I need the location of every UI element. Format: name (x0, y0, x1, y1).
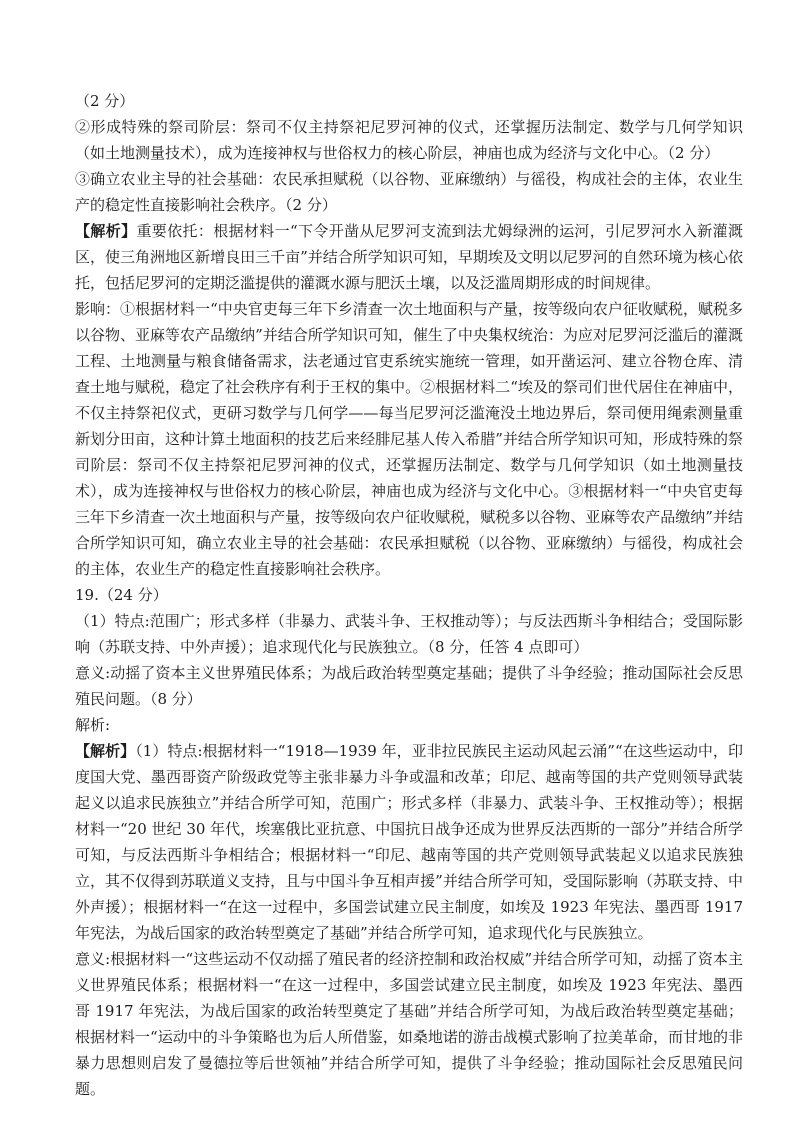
answer-point-3: ③确立农业主导的社会基础：农民承担赋税（以谷物、亚麻缴纳）与徭役，构成社会的主体，农业生产的稳定性直接影响社会秩序。（2 分） (75, 170, 743, 214)
q19-features: （1）特点:范围广；形式多样（非暴力、武装斗争、王权推动等）；与反法西斯斗争相结合；受国际影响（苏联支持、中外声援）；追求现代化与民族独立。（8 分，任答 4 点即可） (75, 612, 743, 656)
influence-paragraph: 影响：①根据材料一“中央官吏每三年下乡清查一次土地面积与产量，按等级向农户征收赋税，赋税多以谷物、亚麻等农产品缴纳”并结合所学知识可知，催生了中央集权统治：为应对尼罗河泛滥后的灌溉工程、土地测量与粮食储备需求，法老通过官吏系统实施统一管理，如开凿运河、建立谷物仓库、清查土地与赋税，稳定了社会秩序有利于王权的集中。②根据材料二“埃及的祭司们世代居住在神庙中，不仅主持祭祀仪式，更研习数学与几何学——每当尼罗河泛滥淹没土地边界后，祭司便用绳索测量重新划分田亩，这种计算土地面积的技艺后来经腓尼基人传入希腊”并结合所学知识可知，形成特殊的祭司阶层：祭司不仅主持祭祀尼罗河神的仪式，还掌握历法制定、数学与几何学知识（如土地测量技术），成为连接神权与世俗权力的核心阶层，神庙也成为经济与文化中心。③根据材料一“中央官吏每三年下乡清查一次土地面积与产量，按等级向农户征收赋税，赋税多以谷物、亚麻等农产品缴纳”并结合所学知识可知，确立农业主导的社会基础：农民承担赋税（以谷物、亚麻缴纳）与徭役，构成社会的主体，农业生产的稳定性直接影响社会秩序。 (75, 300, 743, 578)
answer-point-2: ②形成特殊的祭司阶层：祭司不仅主持祭祀尼罗河神的仪式，还掌握历法制定、数学与几何学知识（如土地测量技术），成为连接神权与世俗权力的核心阶层，神庙也成为经济与文化中心。（2 分） (75, 118, 743, 162)
q19-significance: 意义:动摇了资本主义世界殖民体系；为战后政治转型奠定基础；提供了斗争经验；推动国际社会反思殖民问题。（8 分） (75, 664, 743, 708)
analysis-text: （1）特点:根据材料一“1918—1939 年，亚非拉民族民主运动风起云涌”“在这些运动中，印度国大党、墨西哥资产阶级政党等主张非暴力斗争或温和改革；印尼、越南等国的共产党则领导武装起义以追求民族独立”并结合所学可知，范围广；形式多样（非暴力、武装斗争、王权推动等）；根据材料一“20 世纪 30 年代，埃塞俄比亚抗意、中国抗日战争还成为世界反法西斯的一部分”并结合所学可知，与反法西斯斗争相结合；根据材料一“印尼、越南等国的共产党则领导武装起义以追求民族独立，其不仅得到苏联道义支持，且与中国斗争互相声援”并结合所学可知，受国际影响（苏联支持、中外声援）；根据材料一“在这一过程中，多国尝试建立民主制度，如埃及 1923 年宪法、墨西哥 1917 年宪法，为战后国家的政治转型奠定了基础”并结合所学可知，追求现代化与民族独立。 (75, 742, 743, 942)
answer-document (75, 88, 743, 1102)
analysis-paragraph-1 (75, 218, 743, 296)
analysis-label: 【解析】 (75, 742, 136, 760)
score-note: （2 分） (75, 92, 135, 110)
significance-analysis: 意义:根据材料一“这些运动不仅动摇了殖民者的经济控制和政治权威”并结合所学可知，动摇了资本主义世界殖民体系；根据材料一“在这一过程中，多国尝试建立民主制度，如埃及 1923 年宪法、墨西哥 1917 年宪法，为战后国家的政治转型奠定了基础”并结合所学可知，为战后政治转型奠定基础；根据材料一“运动中的斗争策略也为后人所借鉴，如桑地诺的游击战模式影响了拉美革命，而甘地的非暴力思想则启发了曼德拉等后世领袖”并结合所学可知，提供了斗争经验；推动国际社会反思殖民问题。 (75, 950, 743, 1098)
analysis-label: 【解析】 (75, 222, 137, 240)
analysis-paragraph-2 (75, 738, 743, 946)
q19-analysis-heading: 解析: (75, 716, 111, 734)
question-19-heading: 19.（24 分） (75, 586, 168, 604)
analysis-text: 重要依托：根据材料一“下令开凿从尼罗河支流到法尤姆绿洲的运河，引尼罗河水入新灌溉区，使三角洲地区新增良田三千亩”并结合所学知识可知，早期埃及文明以尼罗河的自然环境为核心依托，包括尼罗河的定期泛滥提供的灌溉水源与肥沃土壤，以及泛滥周期形成的时间规律。 (75, 222, 743, 292)
